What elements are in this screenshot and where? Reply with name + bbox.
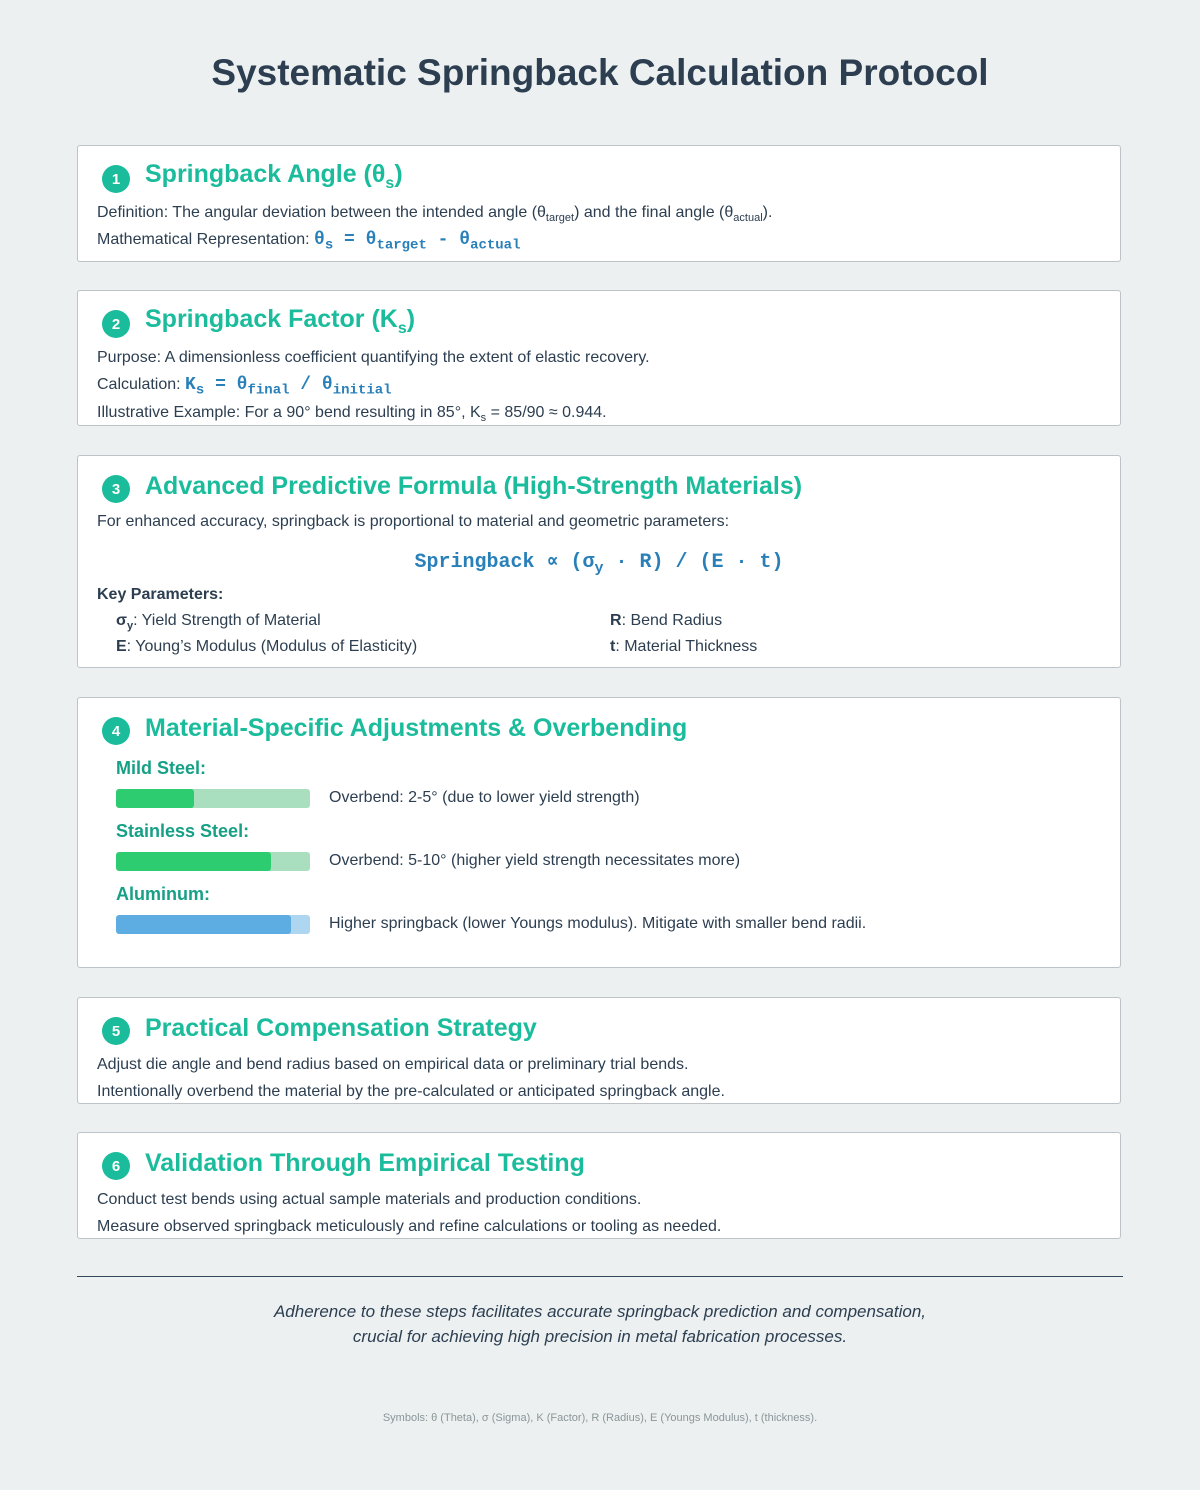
step-6-header [102,1145,585,1181]
material-mild-steel-bar [116,789,310,808]
step-5-title: Practical Compensation Strategy [145,1013,537,1042]
step-1-definition: Definition: The angular deviation between the intended angle $(\theta_{target})$ and the final angle $(\theta_{actual})$. [97,204,773,225]
step-2-title: Springback Factor $(K_s)$ [145,304,416,337]
material-mild-steel-note: Overbend: 2-5° (due to lower yield strength) [329,789,640,806]
step-2-purpose: Purpose: A dimensionless coefficient quantifying the extent of elastic recovery. [97,349,650,366]
conclusion-divider [77,1276,1123,1277]
step-6-card [77,1132,1121,1239]
step-3-intro: For enhanced accuracy, springback is proportional to material and geometric parameters: [97,513,730,530]
material-aluminum-label: Aluminum: [116,884,210,904]
step-1-number-badge: 1 [102,165,130,193]
step-2-card [77,290,1121,426]
conclusion-line-2: crucial for achieving high precision in metal fabrication processes. [352,1327,848,1346]
step-3-title: Advanced Predictive Formula (High-Strength Materials) [145,471,803,500]
key-parameters-heading: Key Parameters: [97,586,224,603]
step-6-number-badge: 6 [102,1152,130,1180]
step-6-title: Validation Through Empirical Testing [145,1148,585,1177]
material-stainless-steel-label: Stainless Steel: [116,821,250,841]
step-1-header [102,158,403,194]
param-yield-strength: $\sigma_y$: Yield Strength of Material [116,612,321,633]
material-aluminum-bar-fill [116,915,291,934]
conclusion-text [0,1299,1200,1349]
step-5-card [77,997,1121,1104]
param-bend-radius: R: Bend Radius [610,612,723,629]
step-3-card [77,455,1121,668]
param-thickness: t: Material Thickness [610,638,758,655]
step-4-title: Material-Specific Adjustments & Overbending [145,713,688,742]
material-stainless-steel-bar [116,852,310,871]
step-4-header [102,710,687,746]
material-mild-steel-bar-fill [116,789,194,808]
conclusion-line-1: Adherence to these steps facilitates accurate springback prediction and compensation, [273,1302,927,1321]
param-youngs-modulus: E: Young’s Modulus (Modulus of Elasticity) [116,638,418,655]
step-2-header [102,303,415,339]
step-3-formula: Springback ∝ $(\sigma_y \cdot R) / (E \cdot t)$ [414,551,784,577]
page-title: Systematic Springback Calculation Protocol [211,52,989,93]
step-2-example: Illustrative Example: For a 90° bend resulting in 85°, $K_s = 85/90 \approx 0.944$. [97,404,607,425]
step-1-title: Springback Angle $(\theta_s)$ [145,159,403,192]
step-6-line-1: Conduct test bends using actual sample materials and production conditions. [97,1191,642,1208]
material-aluminum-bar [116,915,310,934]
step-5-number-badge: 5 [102,1017,130,1045]
step-2-calculation: Calculation: $K_s = \theta_{final} / \theta_{initial}$ [97,375,392,399]
step-5-header [102,1010,537,1046]
step-1-card [77,145,1121,262]
material-aluminum-note: Higher springback (lower Youngs modulus). Mitigate with smaller bend radii. [329,915,867,932]
symbols-footnote: Symbols: θ (Theta), σ (Sigma), K (Factor), R (Radius), E (Youngs Modulus), t (thickness). [382,1412,818,1424]
material-stainless-steel-bar-fill [116,852,271,871]
step-4-number-badge: 4 [102,717,130,745]
step-3-number-badge: 3 [102,475,130,503]
step-4-card [77,697,1121,968]
step-2-number-badge: 2 [102,310,130,338]
step-6-line-2: Measure observed springback meticulously and refine calculations or tooling as needed. [97,1218,722,1235]
material-mild-steel-label: Mild Steel: [116,758,207,778]
step-2-formula: $K_s = \theta_{final} / \theta_{initial}$ [185,375,392,399]
step-1-math-representation: Mathematical Representation: $\theta_s = \theta_{target} - \theta_{actual}$ [97,230,521,254]
step-1-formula: $\theta_s = \theta_{target} - \theta_{actual}$ [314,230,521,254]
step-5-line-2: Intentionally overbend the material by the pre-calculated or anticipated springback angle. [97,1083,725,1100]
step-5-line-1: Adjust die angle and bend radius based on empirical data or preliminary trial bends. [97,1056,689,1073]
material-stainless-steel-note: Overbend: 5-10° (higher yield strength necessitates more) [329,852,741,869]
step-3-header [102,468,802,504]
